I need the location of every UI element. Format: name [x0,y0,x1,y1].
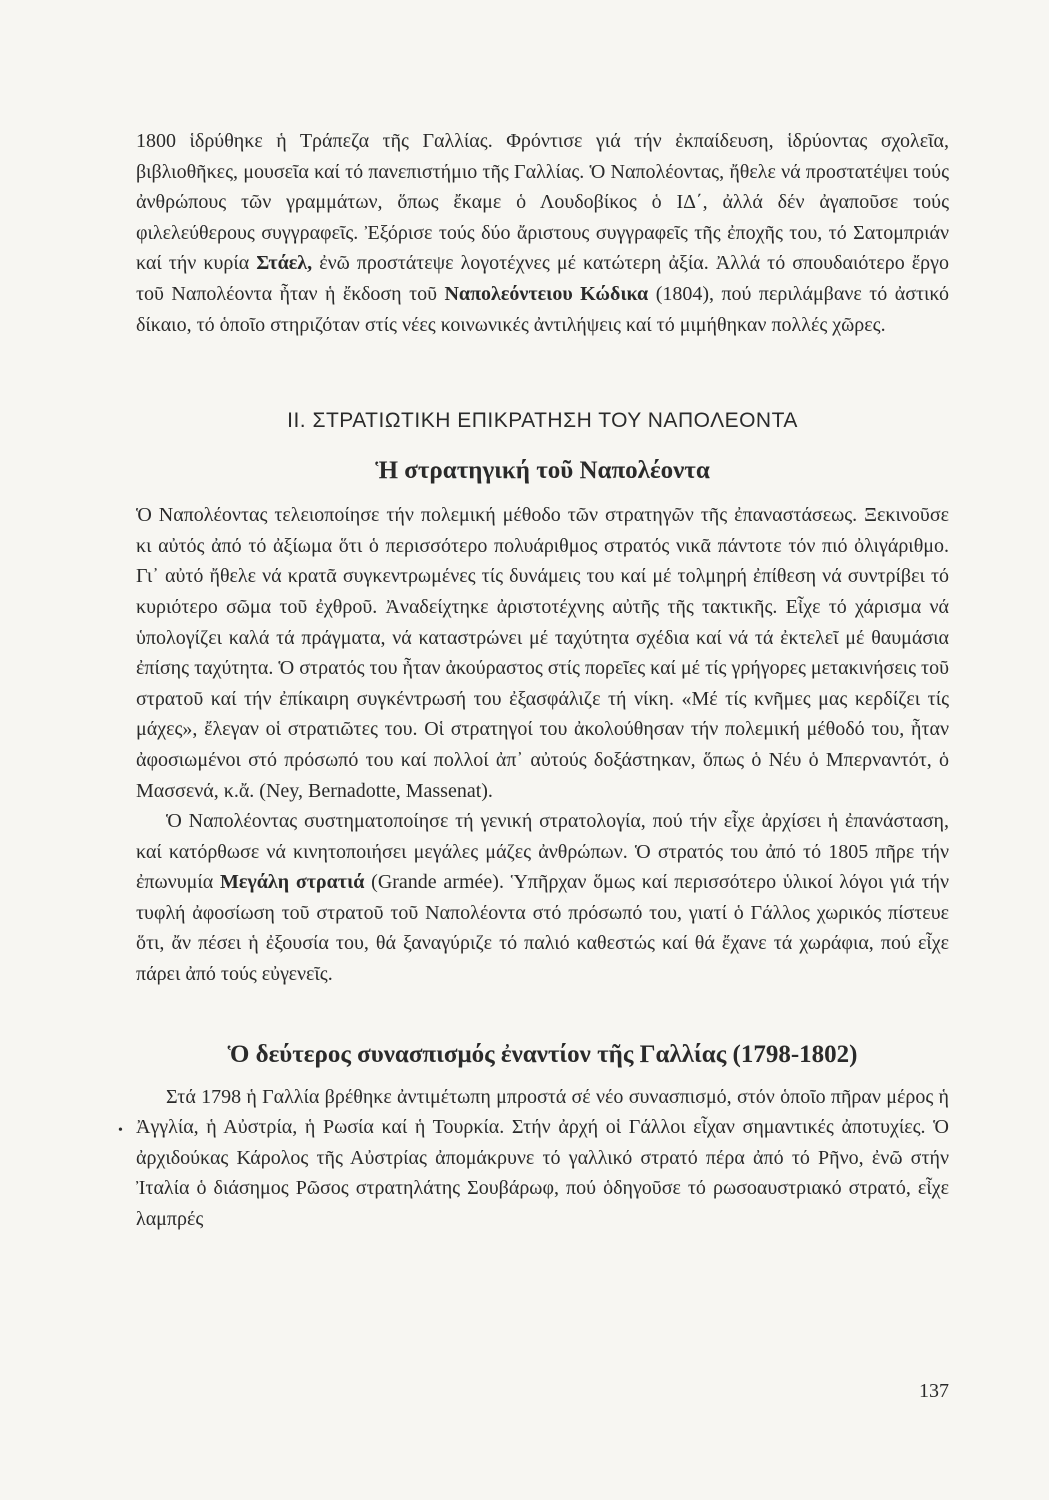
intro-text-1: 1800 ἱδρύθηκε ἡ Τράπεζα τῆς Γαλλίας. Φρόντισε γιά τήν ἐκπαίδευση, ἱδρύοντας σχολεῖα, βιβλιοθῆκες, μουσεῖα καί τό πανεπιστήμιο τῆς Γαλλίας. Ὁ Ναπολέοντας, ἤθελε νά προστατέψει τούς ἀνθρώπους τῶν γραμμάτων, ὅπως ἔκαμε ὁ Λουδοβίκος ὁ ΙΔ΄, ἀλλά δέν ἀγαποῦσε τούς φιλελεύθερους συγγραφεῖς. Ἐξόρισε τούς δύο ἄριστους συγγραφεῖς τῆς ἐποχῆς του, τό Σατομπριάν καί τήν κυρία [136,130,949,275]
strategy-p2-text-2: (Grande armée). Ὑπῆρχαν ὅμως καί περισσότερο ὑλικοί λόγοι γιά τήν τυφλή ἀφοσίωση τοῦ στρατοῦ τοῦ Ναπολέοντα στό πρόσωπό του, γιατί ὁ Γάλλος χωρικός πίστευε ὅτι, ἄν πέσει ἡ ἐξουσία του, θά ξαναγύριζε τό παλιό καθεστώς καί θά ἔχανε τά χωράφια, πού εἶχε πάρει ἀπό τούς εὐγενεῖς. [136,871,950,986]
coalition-paragraph: Στά 1798 ἡ Γαλλία βρέθηκε ἀντιμέτωπη μπροστά σέ νέο συνασπισμό, στόν ὁποῖο πῆραν μέρος ἡ Ἀγγλία, ἡ Αὐστρία, ἡ Ρωσία καί ἡ Τουρκία. Στήν ἀρχή οἱ Γάλλοι εἶχαν σημαντικές ἀποτυχίες. Ὁ ἀρχιδούκας Κάρολος τῆς Αὐστρίας ἀπομάκρυνε τό γαλλικό στρατό πέρα ἀπό τό Ρῆνο, ἐνῶ στήν Ἰταλία ὁ διάσημος Ρῶσος στρατηλάτης Σουβάρωφ, πού ὁδηγοῦσε τό ρωσοαυστριακό στρατό, εἶχε λαμπρές [136,1085,949,1231]
strategy-heading: Ἡ στρατηγική τοῦ Ναπολέοντα [375,457,710,485]
intro-paragraph [136,126,949,340]
intro-text-2: ἐνῶ προστάτεψε λογοτέχνες μέ κατώτερη ἀξία. Ἀλλά τό σπουδαιότερο ἔργο τοῦ Ναπολέοντα ἦταν ἡ ἔκδοση τοῦ [136,252,950,305]
strategy-p2-text-1: Ὁ Ναπολέοντας συστηματοποίησε τή γενική στρατολογία, πού τήν εἶχε ἀρχίσει ἡ ἐπανάσταση, καί κατόρθωσε νά κινητοποιήσει μεγάλες μάζες ἀνθρώπων. Ὁ στρατός του ἀπό τό 1805 πῆρε τήν ἐπωνυμία [136,810,949,894]
intro-text-3: (1804), πού περιλάμβανε τό ἀστικό δίκαιο, τό ὁποῖο στηριζόταν στίς νέες κοινωνικές ἀντιλήψεις καί τό μιμήθηκαν πολλές χῶρες. [136,282,950,336]
page-number: 137 [919,1380,949,1402]
strategy-bold-grande-armee: Μεγάλη στρατιά [219,871,365,894]
coalition-heading: Ὁ δεύτερος συνασπισμός ἐναντίον τῆς Γαλλίας (1798-1802) [227,1040,858,1068]
section-title: ΙΙ. ΣΤΡΑΤΙΩΤΙΚΗ ΕΠΙΚΡΑΤΗΣΗ ΤΟΥ ΝΑΠΟΛΕΟΝΤΑ [287,409,798,433]
strategy-paragraph-2 [136,806,949,990]
stray-mark: • [118,1123,123,1138]
intro-bold-code: Ναπολεόντειου Κώδικα [444,282,649,305]
strategy-paragraph-1: Ὁ Ναπολέοντας τελειοποίησε τήν πολεμική μέθοδο τῶν στρατηγῶν τῆς ἐπαναστάσεως. Ξεκινοῦσε κι αὐτός ἀπό τό ἀξίωμα ὅτι ὁ περισσότερο πολυάριθμος στρατός νικᾶ πάντοτε τόν πιό ὀλιγάριθμο. Γι᾽ αὐτό ἤθελε νά κρατᾶ συγκεντρωμένες τίς δυνάμεις του καί μέ τολμηρή ἐπίθεση νά συντρίβει τό κυριότερο σῶμα τοῦ ἐχθροῦ. Ἀναδείχτηκε ἀριστοτέχνης αὐτῆς τῆς τακτικῆς. Εἶχε τό χάρισμα νά ὑπολογίζει καλά τά πράγματα, νά καταστρώνει μέ ταχύτητα σχέδια καί νά τά ἐκτελεῖ μέ θαυμάσια ἐπίσης ταχύτητα. Ὁ στρατός του ἦταν ἀκούραστος στίς πορεῖες καί μέ τίς γρήγορες μετακινήσεις τοῦ στρατοῦ καί τήν ἐπίκαιρη συγκέντρωσή του ἐξασφάλιζε τή νίκη. «Μέ τίς κνῆμες μας κερδίζει τίς μάχες», ἔλεγαν οἱ στρατιῶτες του. Οἱ στρατηγοί του ἀκολούθησαν τήν πολεμική μέθοδό του, ἦταν ἀφοσιωμένοι στό πρόσωπό του καί πολλοί ἀπ᾽ αὐτούς δοξάστηκαν, ὅπως ὁ Νέυ ὁ Μπερναντότ, ὁ Μασσενά, κ.ἄ. (Ney, Bernadotte, Massenat). [136,504,949,802]
intro-bold-stael: Στάελ, [256,252,313,275]
